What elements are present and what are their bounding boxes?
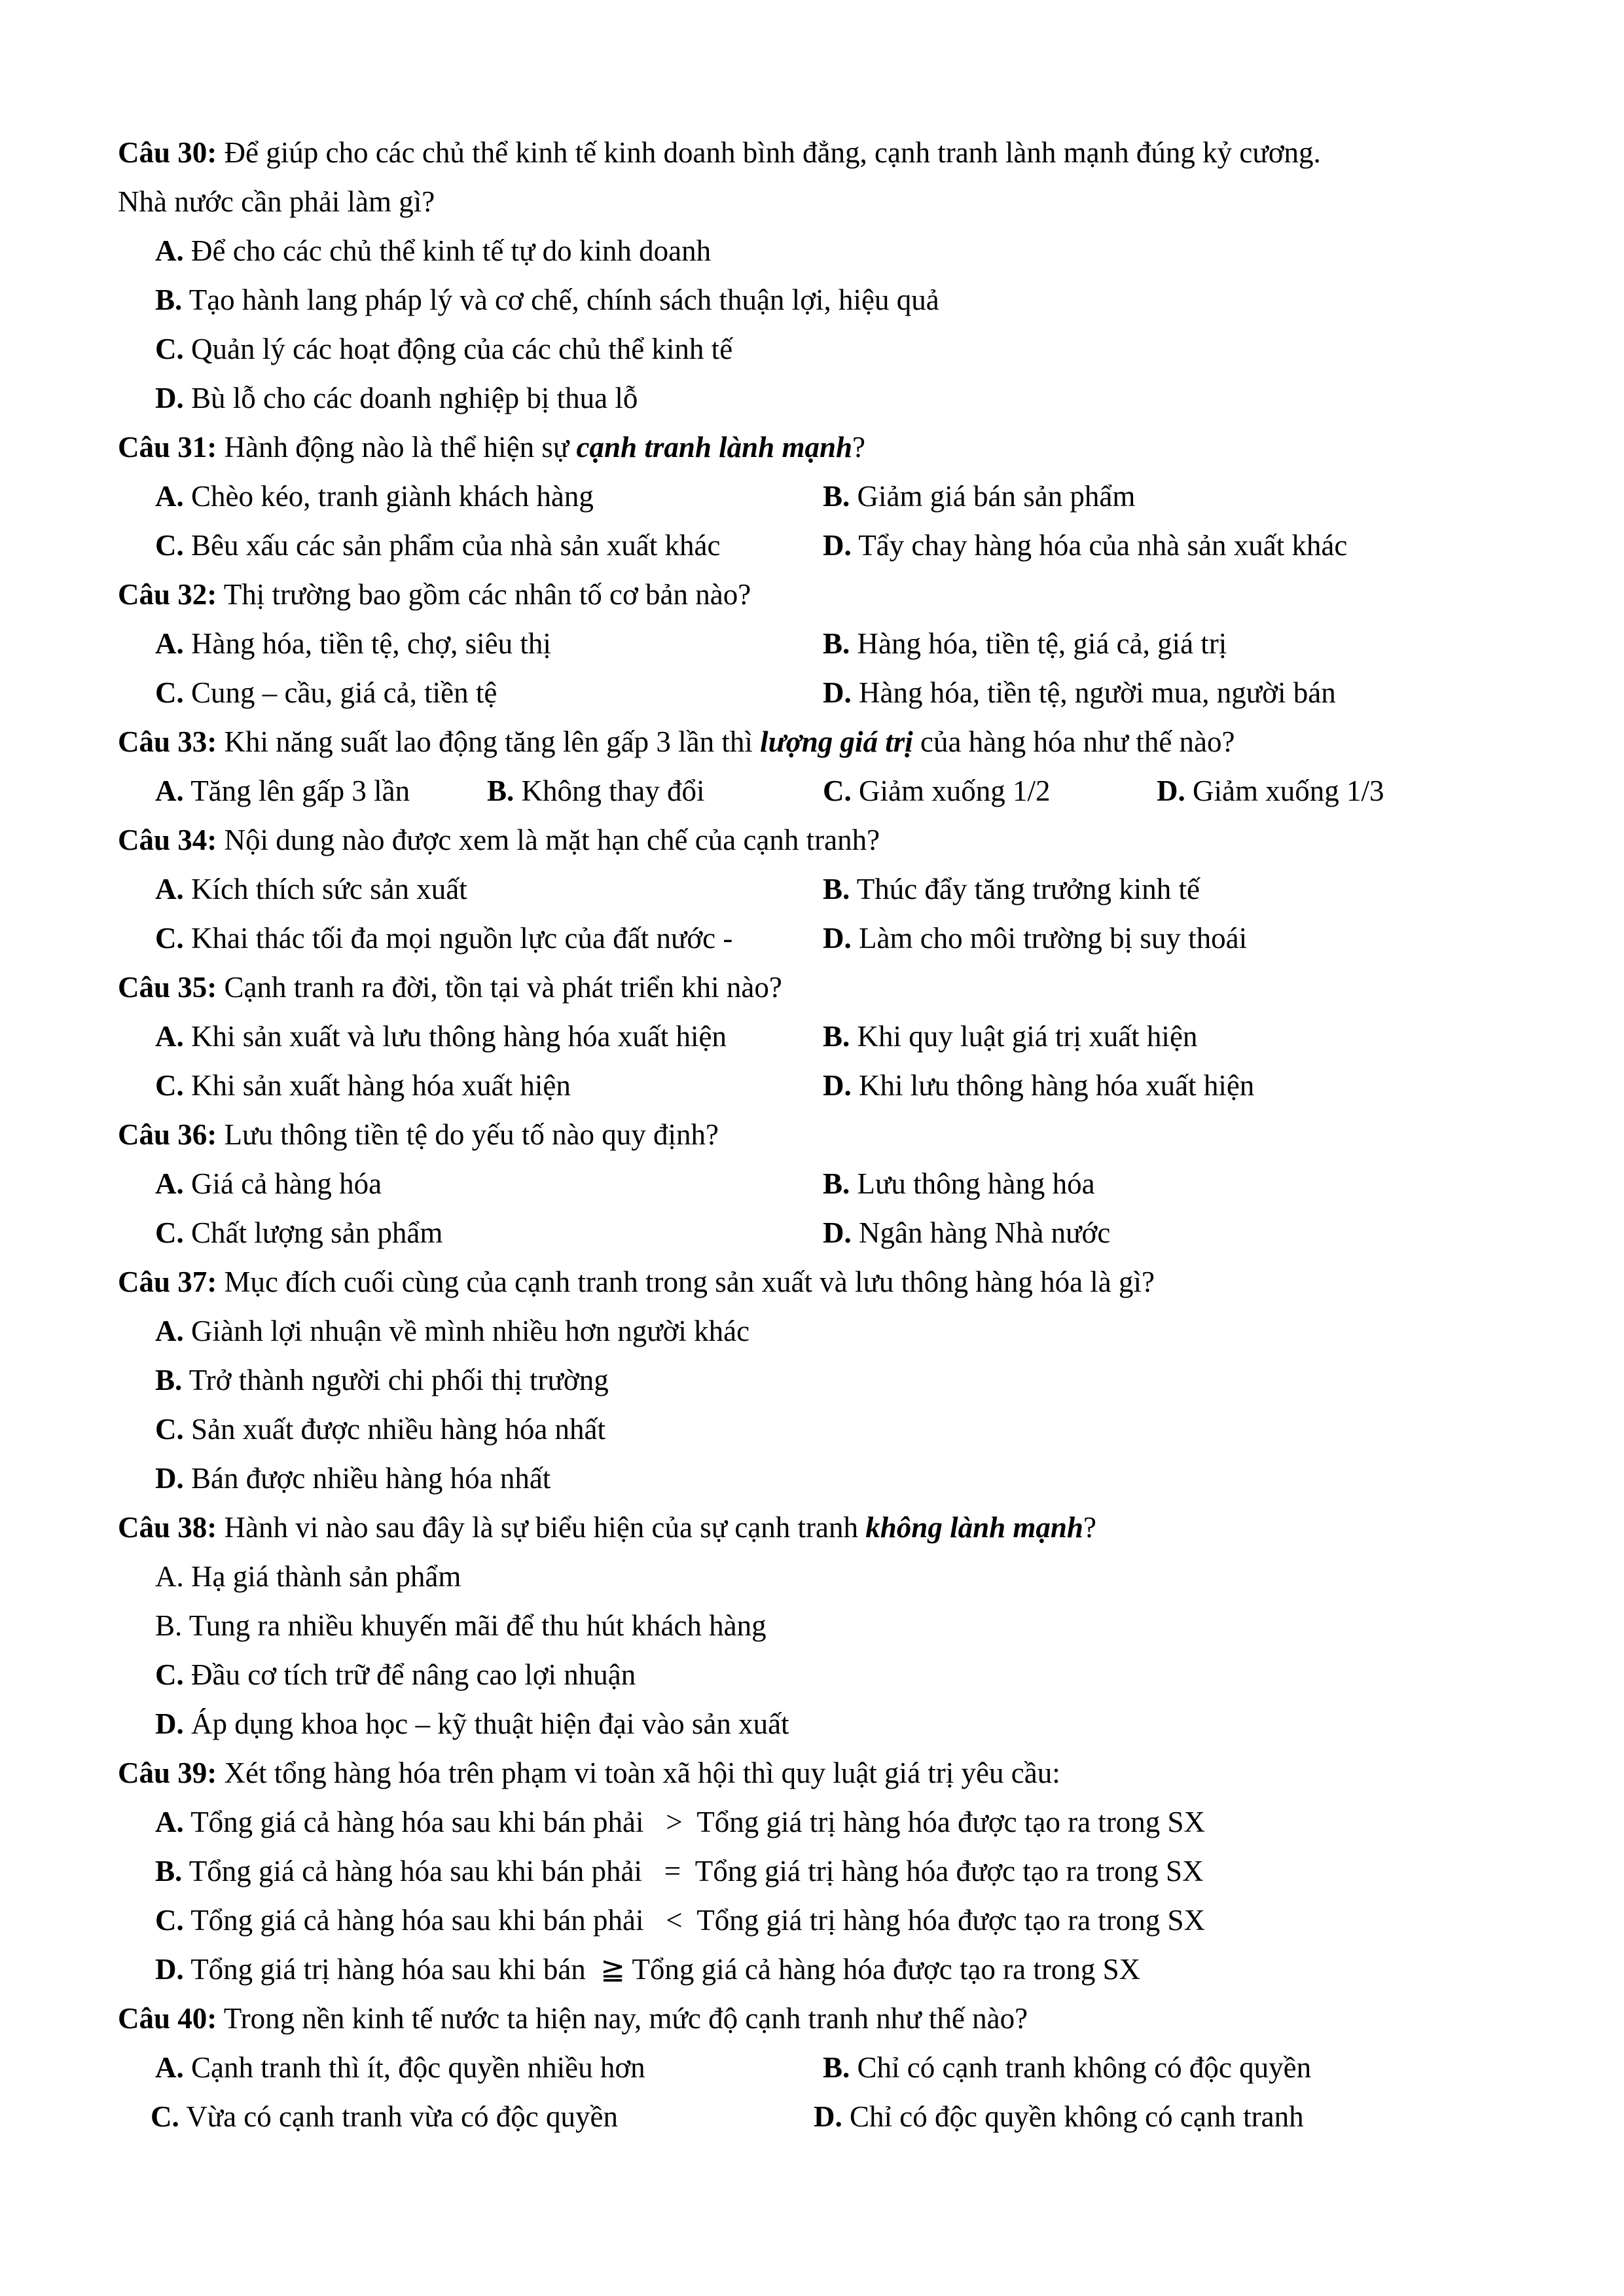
option-c	[155, 1061, 823, 1110]
option-letter: C.	[823, 774, 852, 807]
question-text-continued: Nhà nước cần phải làm gì?	[118, 185, 435, 218]
option-text: Hàng hóa, tiền tệ, chợ, siêu thị	[191, 627, 551, 660]
option-letter: B.	[823, 873, 850, 905]
option-text: Làm cho môi trường bị suy thoái	[859, 922, 1248, 955]
option-text: Đầu cơ tích trữ để nâng cao lợi nhuận	[191, 1658, 636, 1691]
option-letter: C.	[155, 1904, 184, 1937]
option-text: Cạnh tranh thì ít, độc quyền nhiều hơn	[191, 2051, 645, 2084]
question-label: Câu 39:	[118, 1757, 217, 1789]
option-b	[823, 2043, 1311, 2092]
question-emphasis: không lành mạnh	[865, 1511, 1083, 1544]
question-label: Câu 36:	[118, 1118, 217, 1151]
question-stem	[118, 1110, 1526, 1159]
option-a	[118, 1798, 1526, 1847]
option-row	[118, 1209, 1526, 1258]
option-text: Tổng giá cả hàng hóa sau khi bán phải > Tổng giá trị hàng hóa được tạo ra trong SX	[190, 1806, 1206, 1838]
option-letter: B.	[155, 1855, 183, 1887]
option-d	[118, 1945, 1526, 1994]
question-32	[118, 570, 1526, 718]
question-37	[118, 1258, 1526, 1503]
option-b	[823, 1159, 1095, 1209]
question-stem	[118, 1258, 1526, 1307]
option-a	[118, 1307, 1526, 1356]
option-d	[1157, 767, 1384, 816]
question-text: Để giúp cho các chủ thể kinh tế kinh doanh bình đẳng, cạnh tranh lành mạnh đúng kỷ cương.	[224, 136, 1321, 169]
option-letter: D.	[814, 2100, 842, 2133]
option-letter: C.	[151, 2100, 179, 2133]
option-text: Bêu xấu các sản phẩm của nhà sản xuất khác	[191, 529, 721, 562]
option-row	[118, 1012, 1526, 1061]
question-stem	[118, 423, 1526, 472]
question-text: Hành động nào là thể hiện sự	[224, 431, 577, 464]
option-c	[155, 668, 823, 718]
option-letter: D.	[823, 1069, 852, 1102]
option-b	[823, 865, 1200, 914]
question-text: Trong nền kinh tế nước ta hiện nay, mức độ cạnh tranh như thế nào?	[223, 2002, 1028, 2035]
option-a	[118, 227, 1526, 276]
option-text: Giảm xuống 1/2	[859, 774, 1051, 807]
option-letter: B.	[823, 480, 850, 513]
option-text: Tổng giá cả hàng hóa sau khi bán phải = Tổng giá trị hàng hóa được tạo ra trong SX	[189, 1855, 1204, 1887]
option-row	[118, 865, 1526, 914]
option-text: Giảm giá bán sản phẩm	[857, 480, 1136, 513]
question-40	[118, 1994, 1526, 2141]
option-b	[118, 1847, 1526, 1896]
question-label: Câu 30:	[118, 136, 217, 169]
question-label: Câu 35:	[118, 971, 217, 1004]
option-row	[118, 1159, 1526, 1209]
option-c	[155, 521, 823, 570]
option-b	[823, 1012, 1197, 1061]
option-letter: A.	[155, 1315, 184, 1347]
option-text: Để cho các chủ thể kinh tế tự do kinh doanh	[191, 234, 712, 267]
option-letter: C.	[155, 1069, 184, 1102]
question-33	[118, 718, 1526, 816]
option-letter: A.	[155, 1167, 184, 1200]
question-label: Câu 33:	[118, 725, 217, 758]
option-letter: B.	[155, 283, 183, 316]
question-36	[118, 1110, 1526, 1258]
option-c	[155, 914, 823, 963]
question-34	[118, 816, 1526, 963]
option-d	[823, 668, 1336, 718]
question-31	[118, 423, 1526, 570]
option-text: Bù lỗ cho các doanh nghiệp bị thua lỗ	[191, 382, 638, 414]
option-letter: D.	[155, 1707, 184, 1740]
option-a	[155, 472, 823, 521]
option-letter: C.	[155, 529, 184, 562]
question-text: Hành vi nào sau đây là sự biểu hiện của sự cạnh tranh	[224, 1511, 866, 1544]
option-letter: D.	[155, 382, 184, 414]
option-letter: D.	[155, 1953, 184, 1986]
option-text: Tẩy chay hàng hóa của nhà sản xuất khác	[858, 529, 1348, 562]
option-b	[118, 1356, 1526, 1405]
option-text: Vừa có cạnh tranh vừa có độc quyền	[186, 2100, 618, 2133]
option-letter: C.	[155, 676, 184, 709]
option-text: Cung – cầu, giá cả, tiền tệ	[191, 676, 497, 709]
option-c	[118, 1650, 1526, 1700]
question-label: Câu 38:	[118, 1511, 217, 1544]
question-stem	[118, 963, 1526, 1012]
option-row	[118, 1061, 1526, 1110]
option-text: A. Hạ giá thành sản phẩm	[155, 1560, 461, 1593]
option-text: B. Tung ra nhiều khuyến mãi để thu hút khách hàng	[155, 1609, 767, 1642]
option-letter: A.	[155, 1020, 184, 1053]
option-text: Áp dụng khoa học – kỹ thuật hiện đại vào sản xuất	[191, 1707, 789, 1740]
option-letter: D.	[823, 676, 852, 709]
option-d	[823, 1061, 1254, 1110]
option-c	[823, 767, 1157, 816]
option-b	[118, 1601, 1526, 1650]
option-a	[155, 865, 823, 914]
question-text: Khi năng suất lao động tăng lên gấp 3 lần thì	[224, 725, 761, 758]
option-d	[118, 374, 1526, 423]
option-letter: B.	[823, 1167, 850, 1200]
question-text: Lưu thông tiền tệ do yếu tố nào quy định?	[224, 1118, 719, 1151]
option-text: Chỉ có độc quyền không có cạnh tranh	[850, 2100, 1304, 2133]
question-text: Mục đích cuối cùng của cạnh tranh trong sản xuất và lưu thông hàng hóa là gì?	[224, 1266, 1155, 1298]
question-text: Nội dung nào được xem là mặt hạn chế của cạnh tranh?	[224, 824, 880, 856]
question-emphasis: cạnh tranh lành mạnh	[576, 431, 853, 464]
option-text: Khi lưu thông hàng hóa xuất hiện	[859, 1069, 1255, 1102]
question-35	[118, 963, 1526, 1110]
option-text: Bán được nhiều hàng hóa nhất	[191, 1462, 551, 1495]
option-letter: D.	[823, 529, 852, 562]
option-a	[155, 767, 487, 816]
option-letter: D.	[823, 1216, 852, 1249]
option-letter: D.	[823, 922, 852, 955]
option-text: Tạo hành lang pháp lý và cơ chế, chính sách thuận lợi, hiệu quả	[189, 283, 939, 316]
option-a	[155, 2043, 823, 2092]
option-letter: D.	[1157, 774, 1185, 807]
option-text: Khi sản xuất và lưu thông hàng hóa xuất hiện	[191, 1020, 727, 1053]
option-letter: A.	[155, 774, 184, 807]
option-d	[823, 521, 1347, 570]
option-d	[823, 914, 1247, 963]
question-39	[118, 1749, 1526, 1994]
option-a	[155, 1159, 823, 1209]
option-c	[151, 2092, 814, 2141]
option-letter: B.	[823, 1020, 850, 1053]
option-letter: B.	[823, 2051, 850, 2084]
question-text: Thị trường bao gồm các nhân tố cơ bản nào?	[223, 578, 751, 611]
option-letter: A.	[155, 234, 184, 267]
option-text: Ngân hàng Nhà nước	[859, 1216, 1111, 1249]
option-text: Lưu thông hàng hóa	[857, 1167, 1095, 1200]
option-text: Không thay đổi	[521, 774, 705, 807]
option-letter: A.	[155, 480, 184, 513]
option-text: Khi sản xuất hàng hóa xuất hiện	[191, 1069, 571, 1102]
option-d	[118, 1700, 1526, 1749]
option-text: Sản xuất được nhiều hàng hóa nhất	[191, 1413, 606, 1446]
option-text: Chỉ có cạnh tranh không có độc quyền	[857, 2051, 1312, 2084]
option-text: Chất lượng sản phẩm	[191, 1216, 443, 1249]
option-text: Giành lợi nhuận về mình nhiều hơn người khác	[191, 1315, 750, 1347]
question-label: Câu 40:	[118, 2002, 217, 2035]
option-row	[118, 2043, 1526, 2092]
option-row	[118, 767, 1526, 816]
option-letter: C.	[155, 1413, 184, 1446]
option-c	[118, 325, 1526, 374]
option-d	[814, 2092, 1304, 2141]
option-letter: C.	[155, 333, 184, 365]
option-text: Khi quy luật giá trị xuất hiện	[857, 1020, 1198, 1053]
option-a	[155, 1012, 823, 1061]
question-label: Câu 37:	[118, 1266, 217, 1298]
question-stem	[118, 570, 1526, 619]
question-stem	[118, 816, 1526, 865]
question-label: Câu 34:	[118, 824, 217, 856]
option-text: Hàng hóa, tiền tệ, giá cả, giá trị	[857, 627, 1227, 660]
option-b	[487, 767, 823, 816]
option-row	[118, 914, 1526, 963]
question-label: Câu 32:	[118, 578, 217, 611]
question-emphasis: lượng giá trị	[760, 725, 913, 758]
option-a	[118, 1552, 1526, 1601]
option-text: Trở thành người chi phối thị trường	[189, 1364, 609, 1396]
option-letter: C.	[155, 1658, 184, 1691]
option-letter: C.	[155, 922, 184, 955]
option-letter: B.	[823, 627, 850, 660]
option-letter: D.	[155, 1462, 184, 1495]
option-text: Kích thích sức sản xuất	[191, 873, 467, 905]
question-stem	[118, 718, 1526, 767]
option-b	[823, 619, 1227, 668]
question-stem	[118, 128, 1526, 177]
option-c	[118, 1896, 1526, 1945]
question-38	[118, 1503, 1526, 1749]
option-text: Tổng giá trị hàng hóa sau khi bán ≧ Tổng giá cả hàng hóa được tạo ra trong SX	[190, 1953, 1141, 1986]
option-c	[155, 1209, 823, 1258]
option-d	[118, 1454, 1526, 1503]
option-row	[118, 472, 1526, 521]
option-text: Hàng hóa, tiền tệ, người mua, người bán	[859, 676, 1336, 709]
option-text: Giá cả hàng hóa	[191, 1167, 382, 1200]
option-text: Khai thác tối đa mọi nguồn lực của đất nước -	[191, 922, 733, 955]
option-d	[823, 1209, 1110, 1258]
question-stem	[118, 1749, 1526, 1798]
option-letter: B.	[155, 1364, 183, 1396]
option-text: Thúc đẩy tăng trưởng kinh tế	[856, 873, 1200, 905]
option-row	[118, 2092, 1526, 2141]
option-text: Tăng lên gấp 3 lần	[190, 774, 410, 807]
question-text: Cạnh tranh ra đời, tồn tại và phát triển khi nào?	[224, 971, 782, 1004]
option-letter: C.	[155, 1216, 184, 1249]
option-row	[118, 668, 1526, 718]
option-text: Tổng giá cả hàng hóa sau khi bán phải < Tổng giá trị hàng hóa được tạo ra trong SX	[190, 1904, 1206, 1937]
option-row	[118, 521, 1526, 570]
option-c	[118, 1405, 1526, 1454]
option-letter: A.	[155, 627, 184, 660]
option-text: Giảm xuống 1/3	[1193, 774, 1384, 807]
option-row	[118, 619, 1526, 668]
question-text: Xét tổng hàng hóa trên phạm vi toàn xã hội thì quy luật giá trị yêu cầu:	[224, 1757, 1060, 1789]
option-b	[823, 472, 1135, 521]
question-text-end: ?	[852, 431, 865, 464]
question-text-end: của hàng hóa như thế nào?	[912, 725, 1235, 758]
question-30	[118, 128, 1526, 423]
option-letter: A.	[155, 1806, 184, 1838]
option-text: Chèo kéo, tranh giành khách hàng	[191, 480, 594, 513]
option-a	[155, 619, 823, 668]
option-letter: A.	[155, 873, 184, 905]
question-text-end: ?	[1083, 1511, 1096, 1544]
question-stem	[118, 1503, 1526, 1552]
question-label: Câu 31:	[118, 431, 217, 464]
option-text: Quản lý các hoạt động của các chủ thể kinh tế	[191, 333, 733, 365]
question-stem	[118, 1994, 1526, 2043]
option-b	[118, 276, 1526, 325]
option-letter: B.	[487, 774, 514, 807]
option-letter: A.	[155, 2051, 184, 2084]
